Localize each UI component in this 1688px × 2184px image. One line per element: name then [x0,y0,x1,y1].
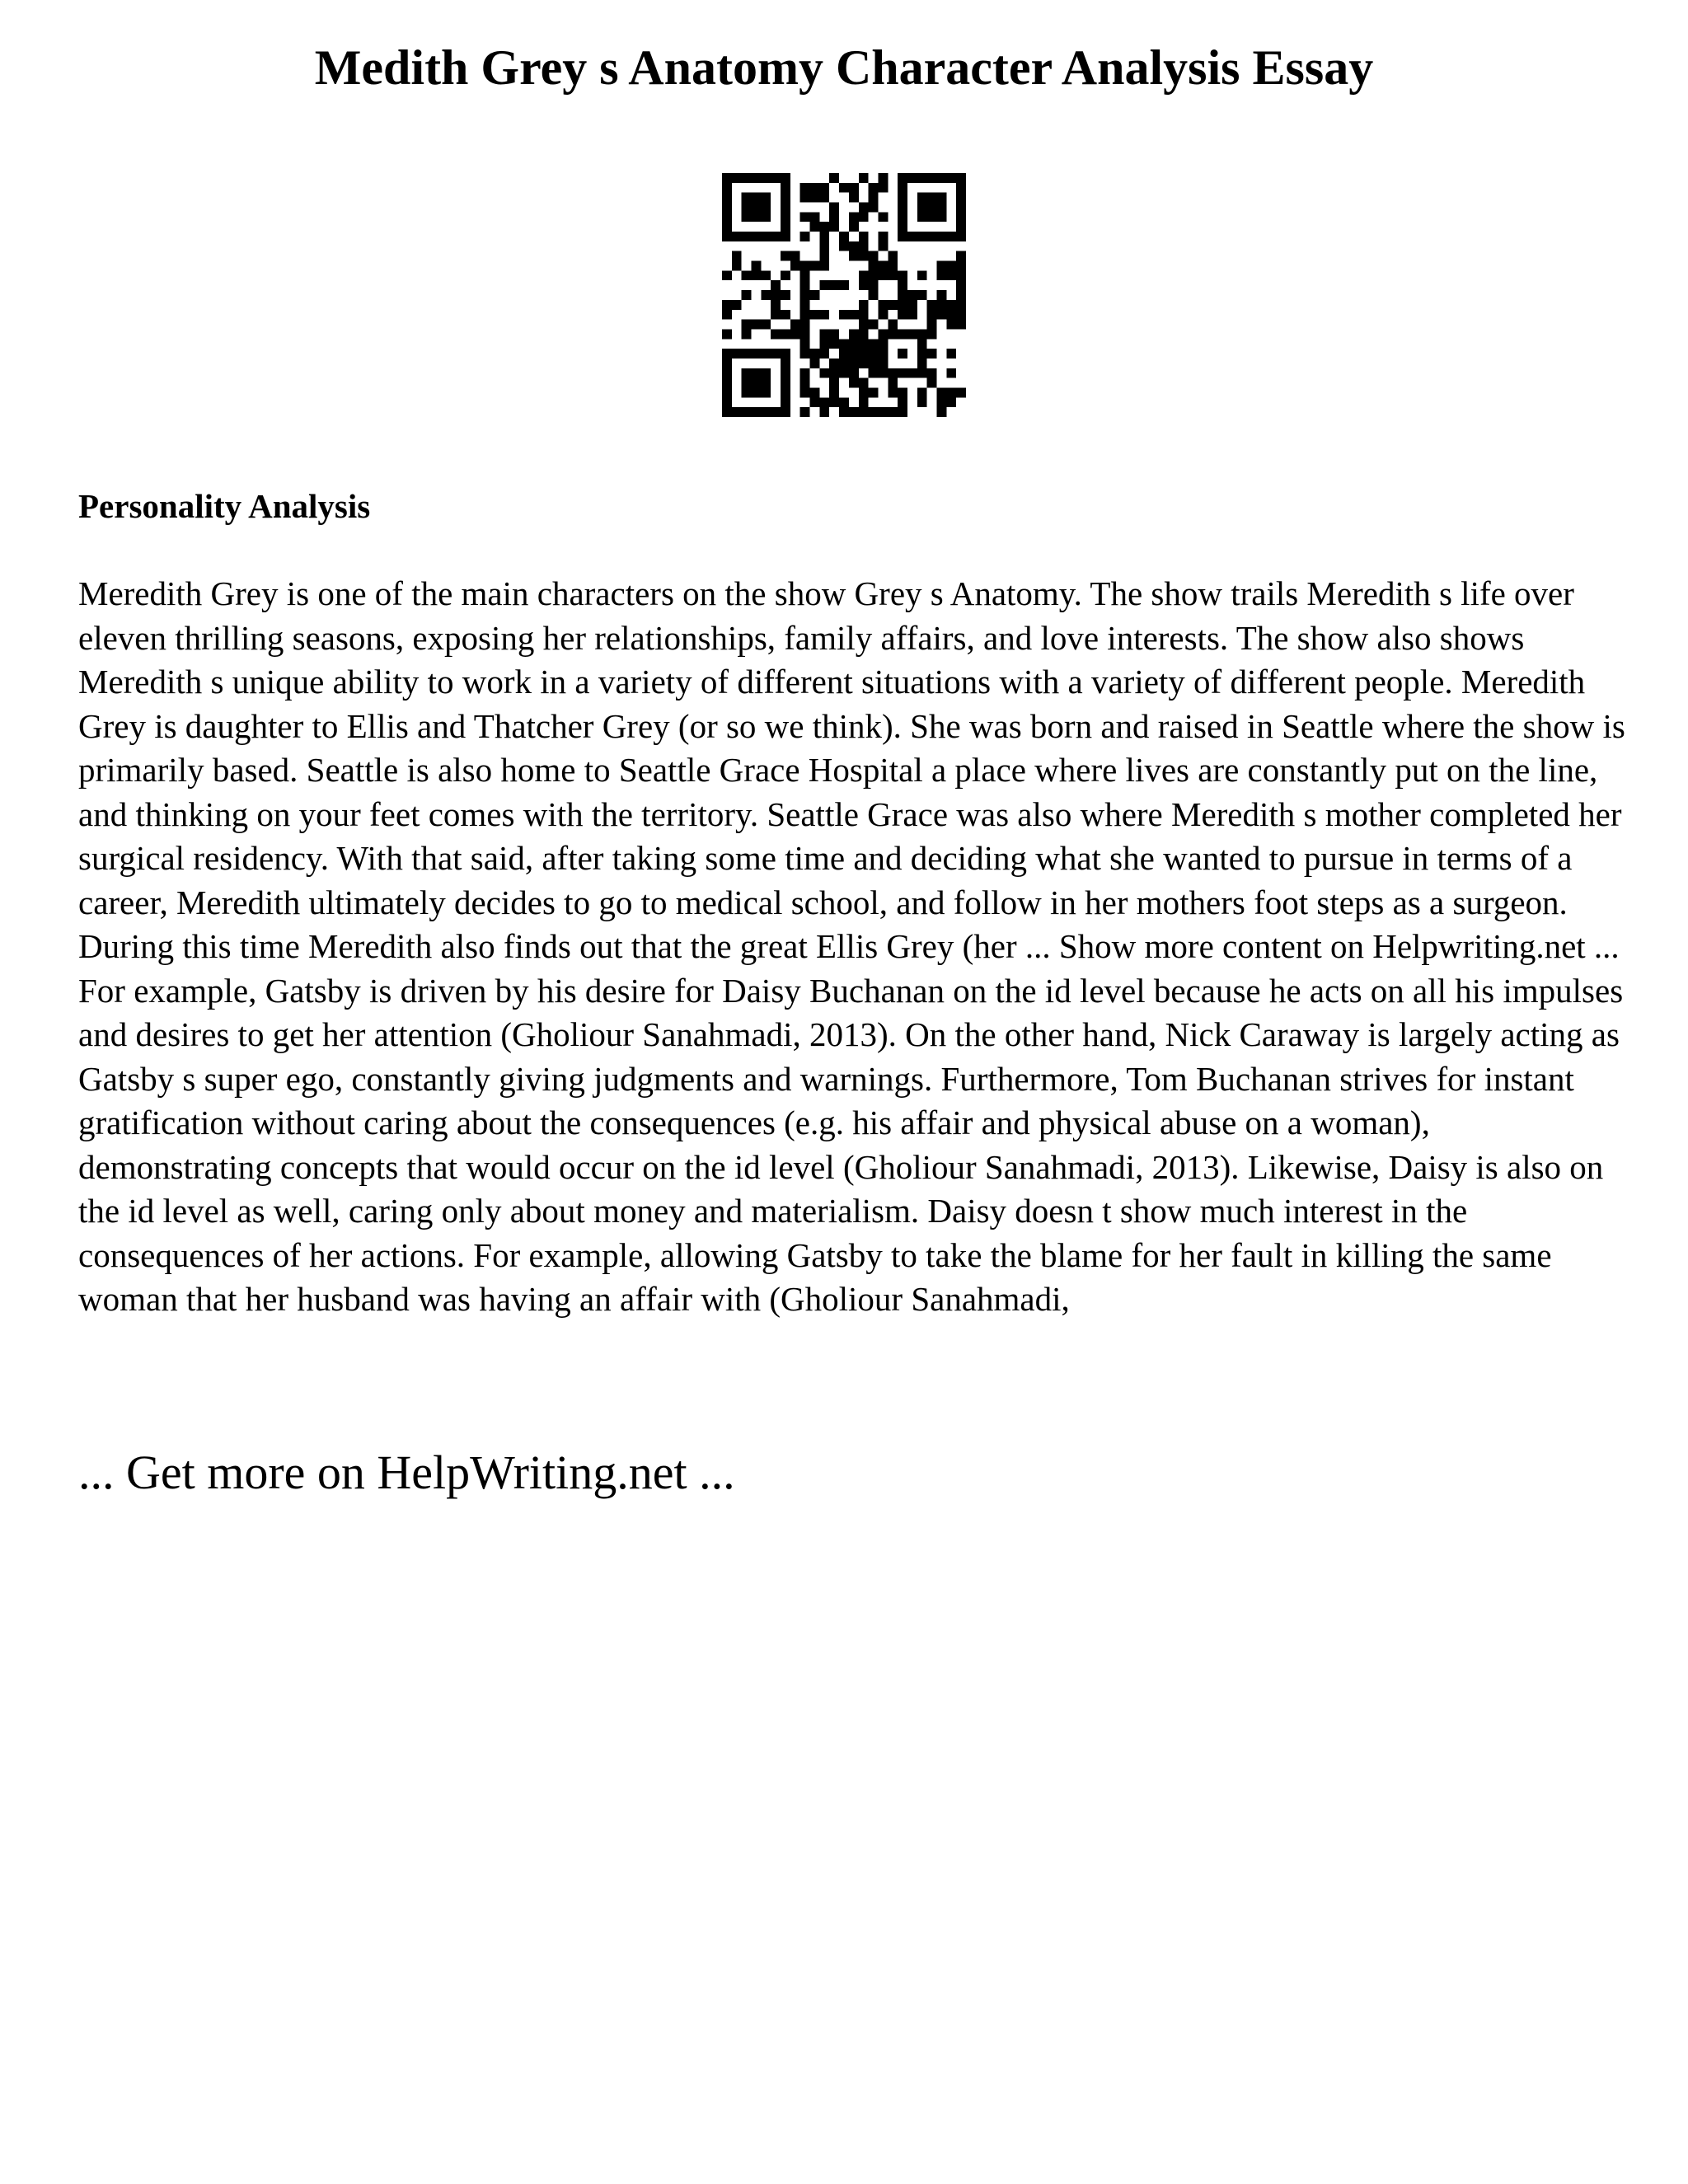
essay-paragraph-1: Meredith Grey is one of the main characters on the show Grey s Anatomy. The show trails Meredith s life over eleven thrilling seasons, exposing her relationships, family affairs, and love interests. The show also shows Meredith s unique ability to work in a variety of different situations with a variety of different people. Meredith Grey is daughter to Ellis and Thatcher Grey (or so we think). She was born and raised in Seattle where the show is primarily based. Seattle is also home to Seattle Grace Hospital a place where lives are constantly put on the line, and thinking on your feet comes with the territory. Seattle Grace was also where Meredith s mother completed her surgical residency. With that said, after taking some time and deciding what she wanted to pursue in terms of a career, Meredith ultimately decides to go to medical school, and follow in her mothers foot steps as a surgeon. During this time Meredith also finds out that the great Ellis Grey (her ... Show more content on Helpwriting.net ... [78,574,1625,965]
document-title: Medith Grey s Anatomy Character Analysis Essay [314,40,1374,95]
essay-paragraph-2: For example, Gatsby is driven by his desire for Daisy Buchanan on the id level because he acts on all his impulses and desires to get her attention (Gholiour Sanahmadi, 2013). On the other hand, Nick Caraway is largely acting as Gatsby s super ego, constantly giving judgments and warnings. Furthermore, Tom Buchanan strives for instant gratification without caring about the consequences (e.g. his affair and physical abuse on a woman), demonstrating concepts that would occur on the id level (Gholiour Sanahmadi, 2013). Likewise, Daisy is also on the id level as well, caring only about money and materialism. Daisy doesn t show much interest in the consequences of her actions. For example, allowing Gatsby to take the blame for her fault in killing the same woman that her husband was having an affair with (Gholiour Sanahmadi, [78,971,1624,1318]
essay-body [78,572,1628,1322]
qr-code-icon[interactable] [722,173,966,417]
section-heading: Personality Analysis [78,487,371,525]
get-more-link[interactable]: ... Get more on HelpWriting.net ... [78,1446,735,1499]
